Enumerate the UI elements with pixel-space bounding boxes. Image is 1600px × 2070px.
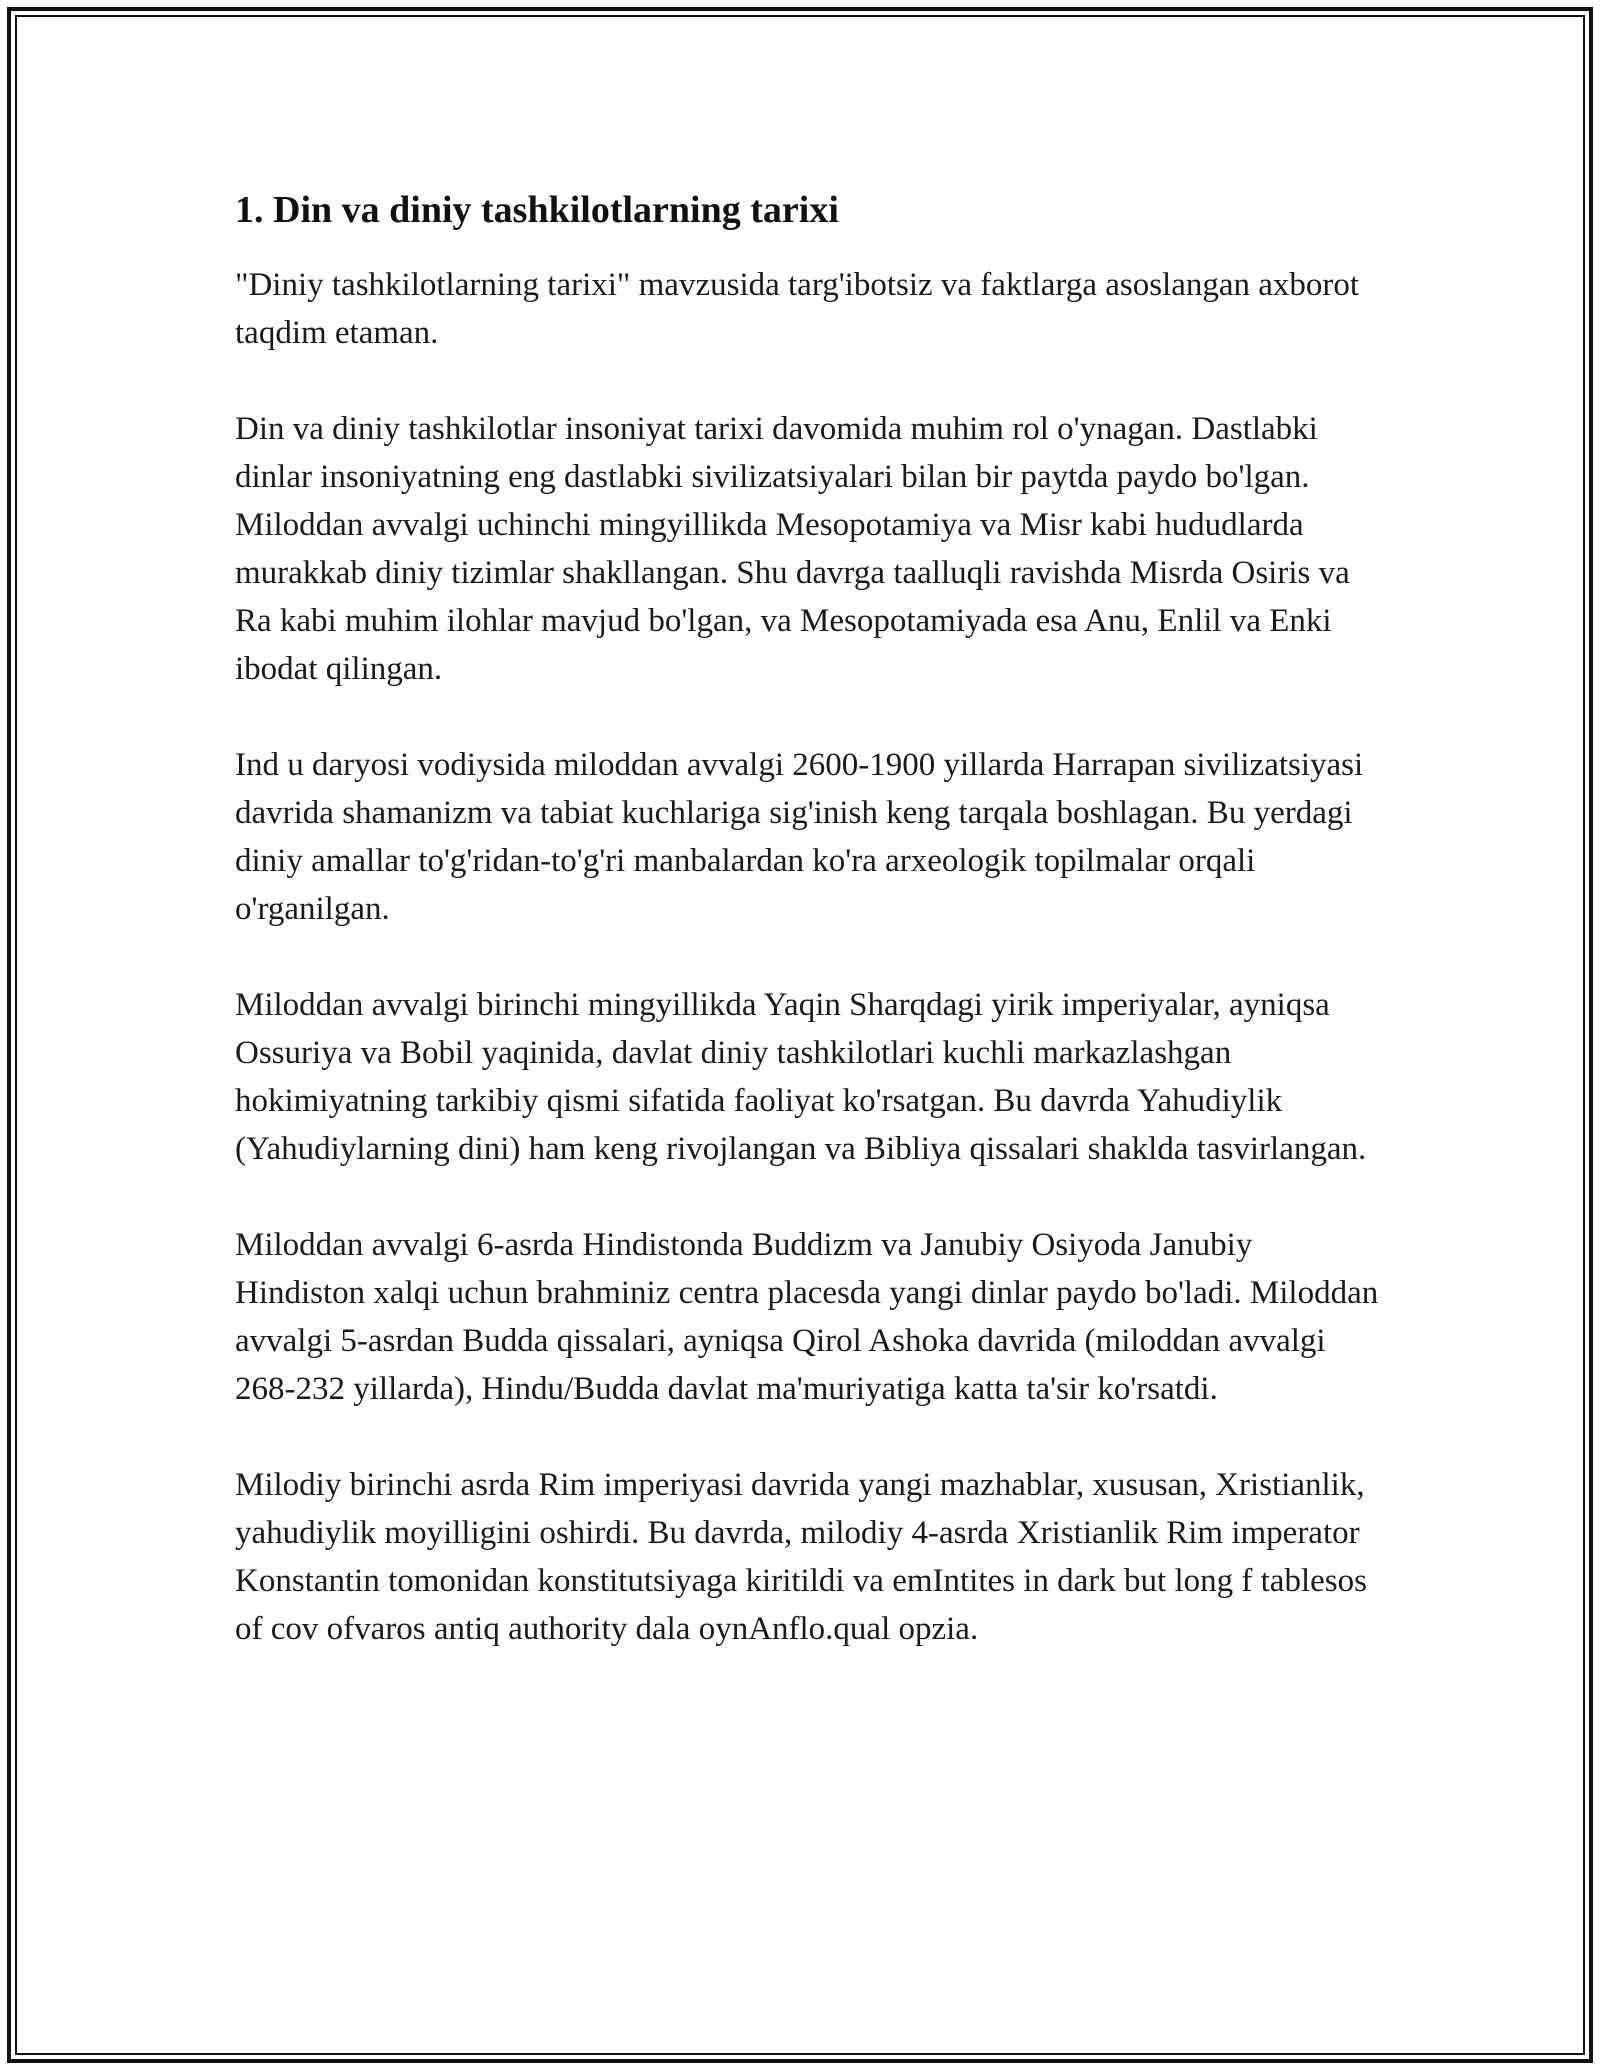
paragraph-near-east-empires: Miloddan avvalgi birinchi mingyillikda Yaqin Sharqdagi yirik imperiyalar, ayniqsa Ossuriya va Bobil yaqinida, davlat diniy tashkilotlari kuchli markazlashgan hokimiyatning tarkibiy qismi sifatida faoliyat ko'rsatgan. Bu davrda Yahudiylik (Yahudiylarning dini) ham keng rivojlangan va Bibliya qissalari shaklda tasvirlangan. bbox=[235, 987, 1367, 1168]
section-heading: 1. Din va diniy tashkilotlarning tarixi bbox=[235, 189, 839, 231]
document-body bbox=[235, 186, 1385, 1701]
paragraph-intro: "Diniy tashkilotlarning tarixi" mavzusida targ'ibotsiz va faktlarga asoslangan axborot taqdim etaman. bbox=[235, 267, 1360, 352]
paragraph-early-religions: Din va diniy tashkilotlar insoniyat tarixi davomida muhim rol o'ynagan. Dastlabki dinlar insoniyatning eng dastlabki sivilizatsiyalari bilan bir paytda paydo bo'lgan. Miloddan avvalgi uchinchi mingyillikda Mesopotamiya va Misr kabi hududlarda murakkab diniy tizimlar shakllangan. Shu davrga taalluqli ravishda Misrda Osiris va Ra kabi muhim ilohlar mavjud bo'lgan, va Mesopotamiyada esa Anu, Enlil va Enki ibodat qilingan. bbox=[235, 411, 1350, 688]
paragraph-buddhism: Miloddan avvalgi 6-asrda Hindistonda Buddizm va Janubiy Osiyoda Janubiy Hindiston xalqi uchun brahminiz centra placesda yangi dinlar paydo bo'ladi. Miloddan avvalgi 5-asrdan Budda qissalari, ayniqsa Qirol Ashoka davrida (miloddan avvalgi 268-232 yillarda), Hindu/Budda davlat ma'muriyatiga katta ta'sir ko'rsatdi. bbox=[235, 1227, 1379, 1408]
paragraph-roman-empire: Milodiy birinchi asrda Rim imperiyasi davrida yangi mazhablar, xususan, Xristianlik, yahudiylik moyilligini oshirdi. Bu davrda, milodiy 4-asrda Xristianlik Rim imperator Konstantin tomonidan konstitutsiyaga kiritildi va emIntites in dark but long f tablesos of cov ofvaros antiq authority dala oynAnflo.qual opzia. bbox=[235, 1467, 1367, 1648]
paragraph-indus-valley: Ind u daryosi vodiysida miloddan avvalgi 2600-1900 yillarda Harrapan sivilizatsiyasi davrida shamanizm va tabiat kuchlariga sig'inish keng tarqala boshlagan. Bu yerdagi diniy amallar to'g'ridan-to'g'ri manbalardan ko'ra arxeologik topilmalar orqali o'rganilgan. bbox=[235, 747, 1364, 928]
